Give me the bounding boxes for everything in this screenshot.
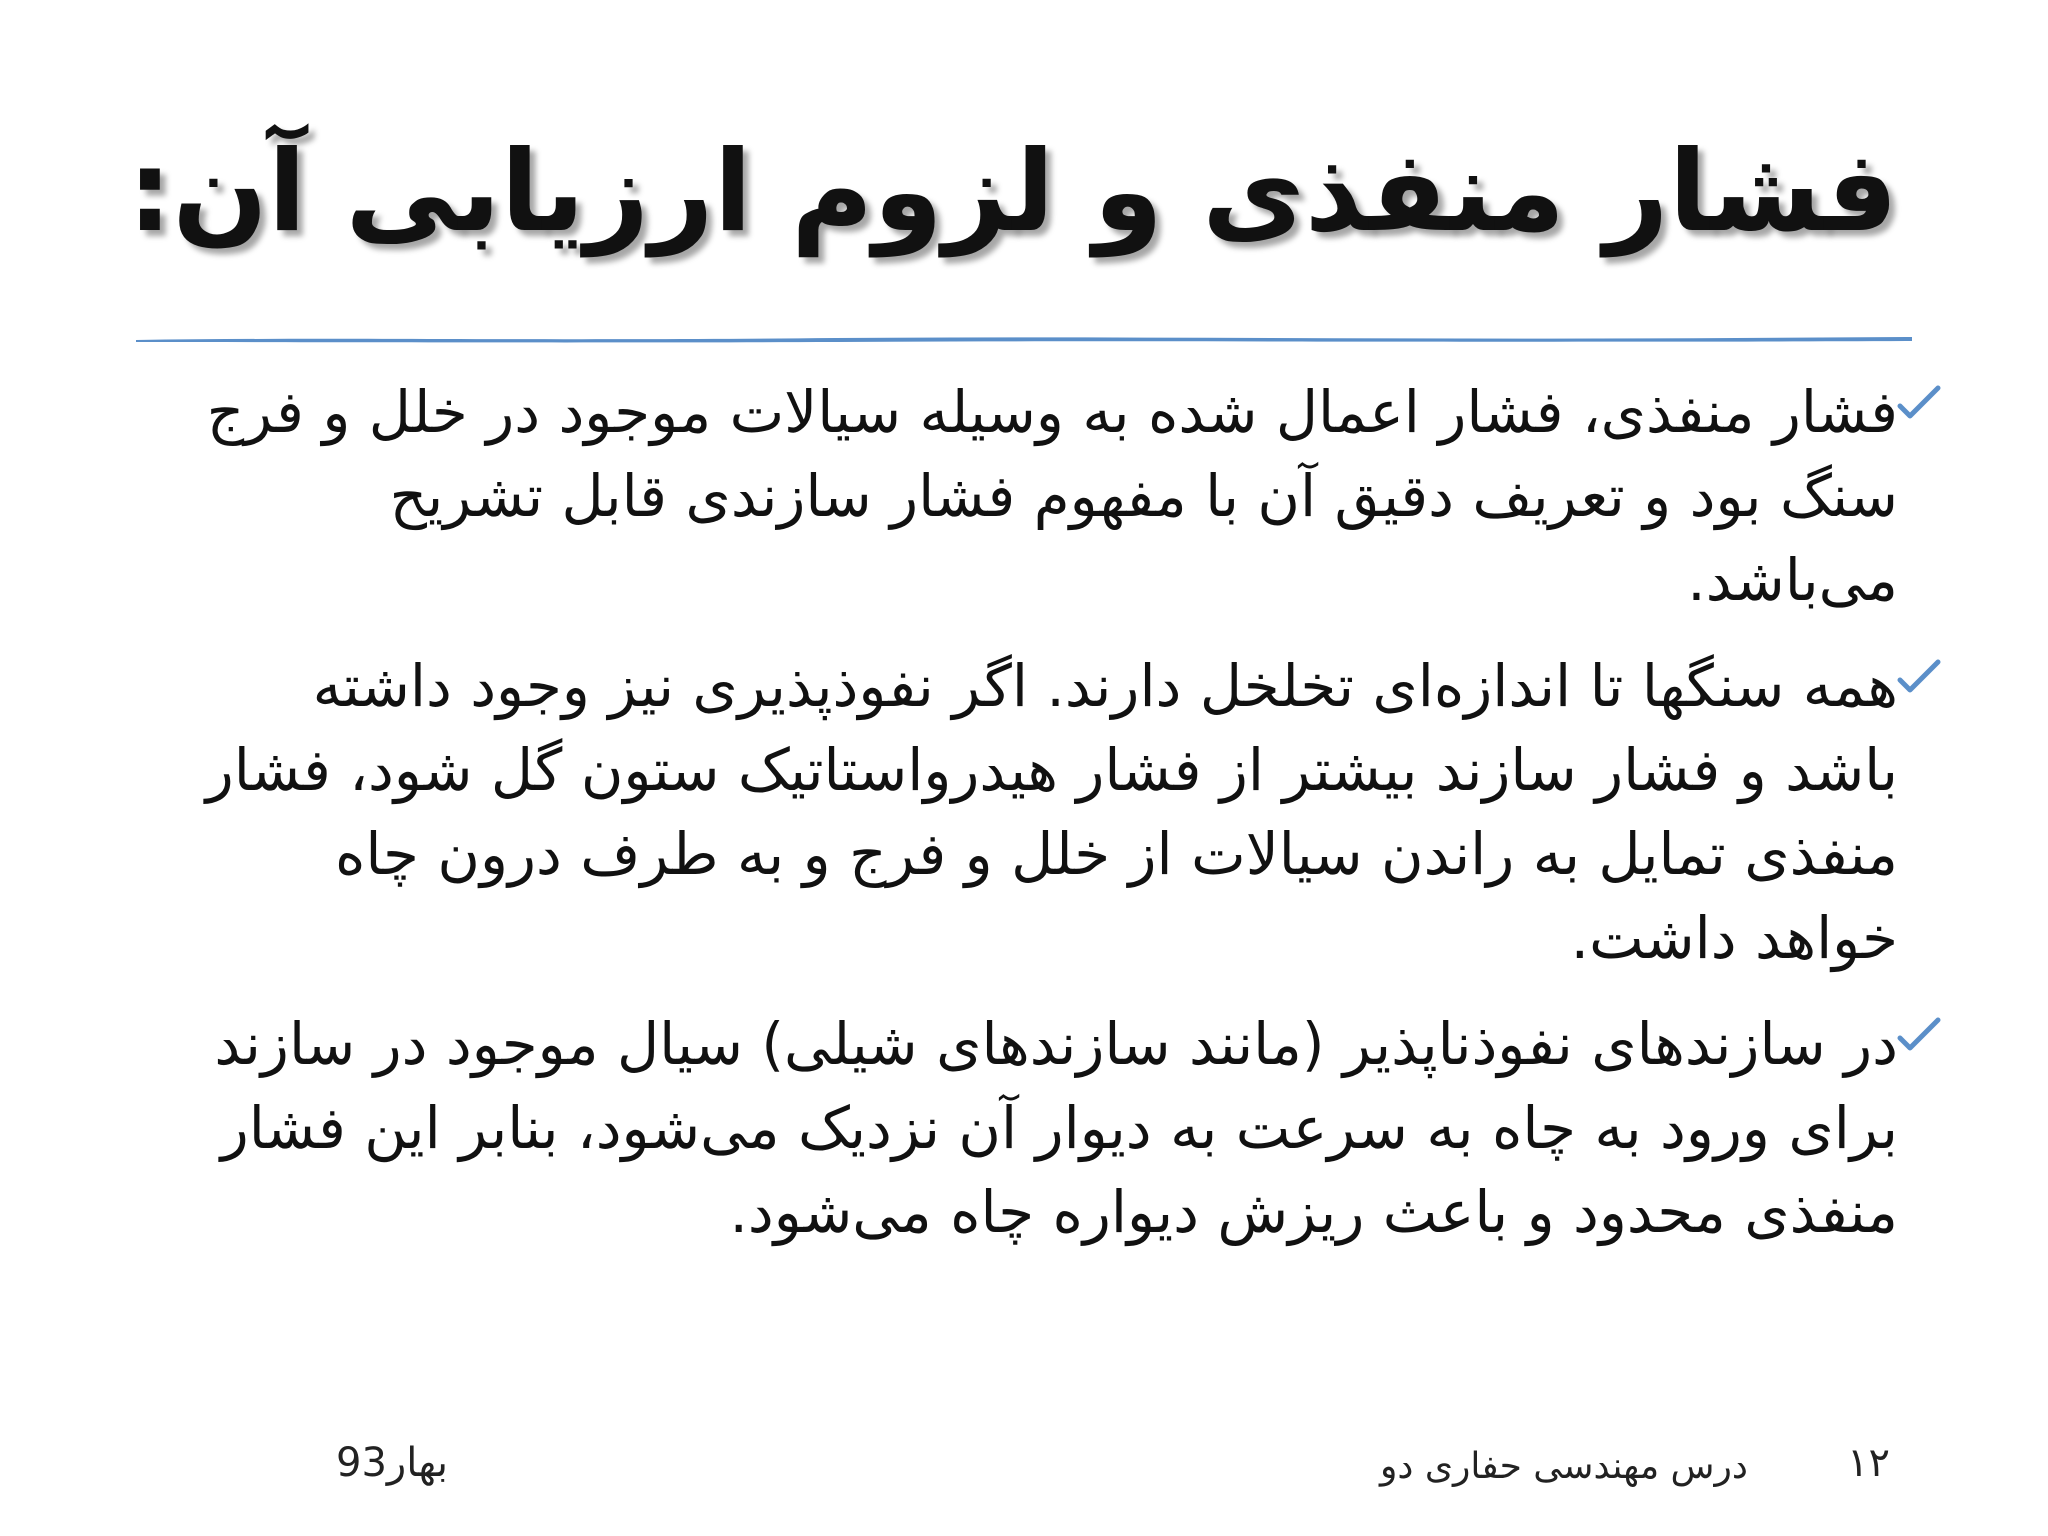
bullet-item (198, 1002, 1898, 1254)
bullet-list (198, 370, 1898, 1272)
bullet-text: در سازندهای نفوذناپذیر (مانند سازندهای شیلی) سیال موجود در سازند برای ورود به چاه به سرعت به دیوار آن نزدیک می‌شود، بنابر این فشار منفذی محدود و باعث ریزش دیواره چاه می‌شود. (214, 1010, 1898, 1246)
slide-title: فشار منفذی و لزوم ارزیابی آن: (127, 127, 1898, 257)
bullet-item (198, 370, 1898, 622)
bullet-text: فشار منفذی، فشار اعمال شده به وسیله سیالات موجود در خلل و فرج سنگ بود و تعریف دقیق آن با مفهوم فشار سازندی قابل تشریح می‌باشد. (206, 378, 1898, 614)
page-number: ۱۲ (1847, 1440, 1890, 1486)
bullet-text: همه سنگها تا اندازه‌ای تخلخل دارند. اگر نفوذپذیری نیز وجود داشته باشد و فشار سازند بیشتر از فشار هیدرواستاتیک ستون گل شود، فشار منفذی تمایل به راندن سیالات از خلل و فرج و به طرف درون چاه خواهد داشت. (205, 652, 1898, 972)
footer-season: بهار93 (336, 1440, 448, 1486)
checkmark-icon (1894, 380, 1942, 428)
footer-course-name: درس مهندسی حفاری دو (1380, 1446, 1748, 1487)
checkmark-icon (1894, 654, 1942, 702)
checkmark-icon (1894, 1012, 1942, 1060)
bullet-item (198, 644, 1898, 980)
title-divider (136, 334, 1912, 344)
